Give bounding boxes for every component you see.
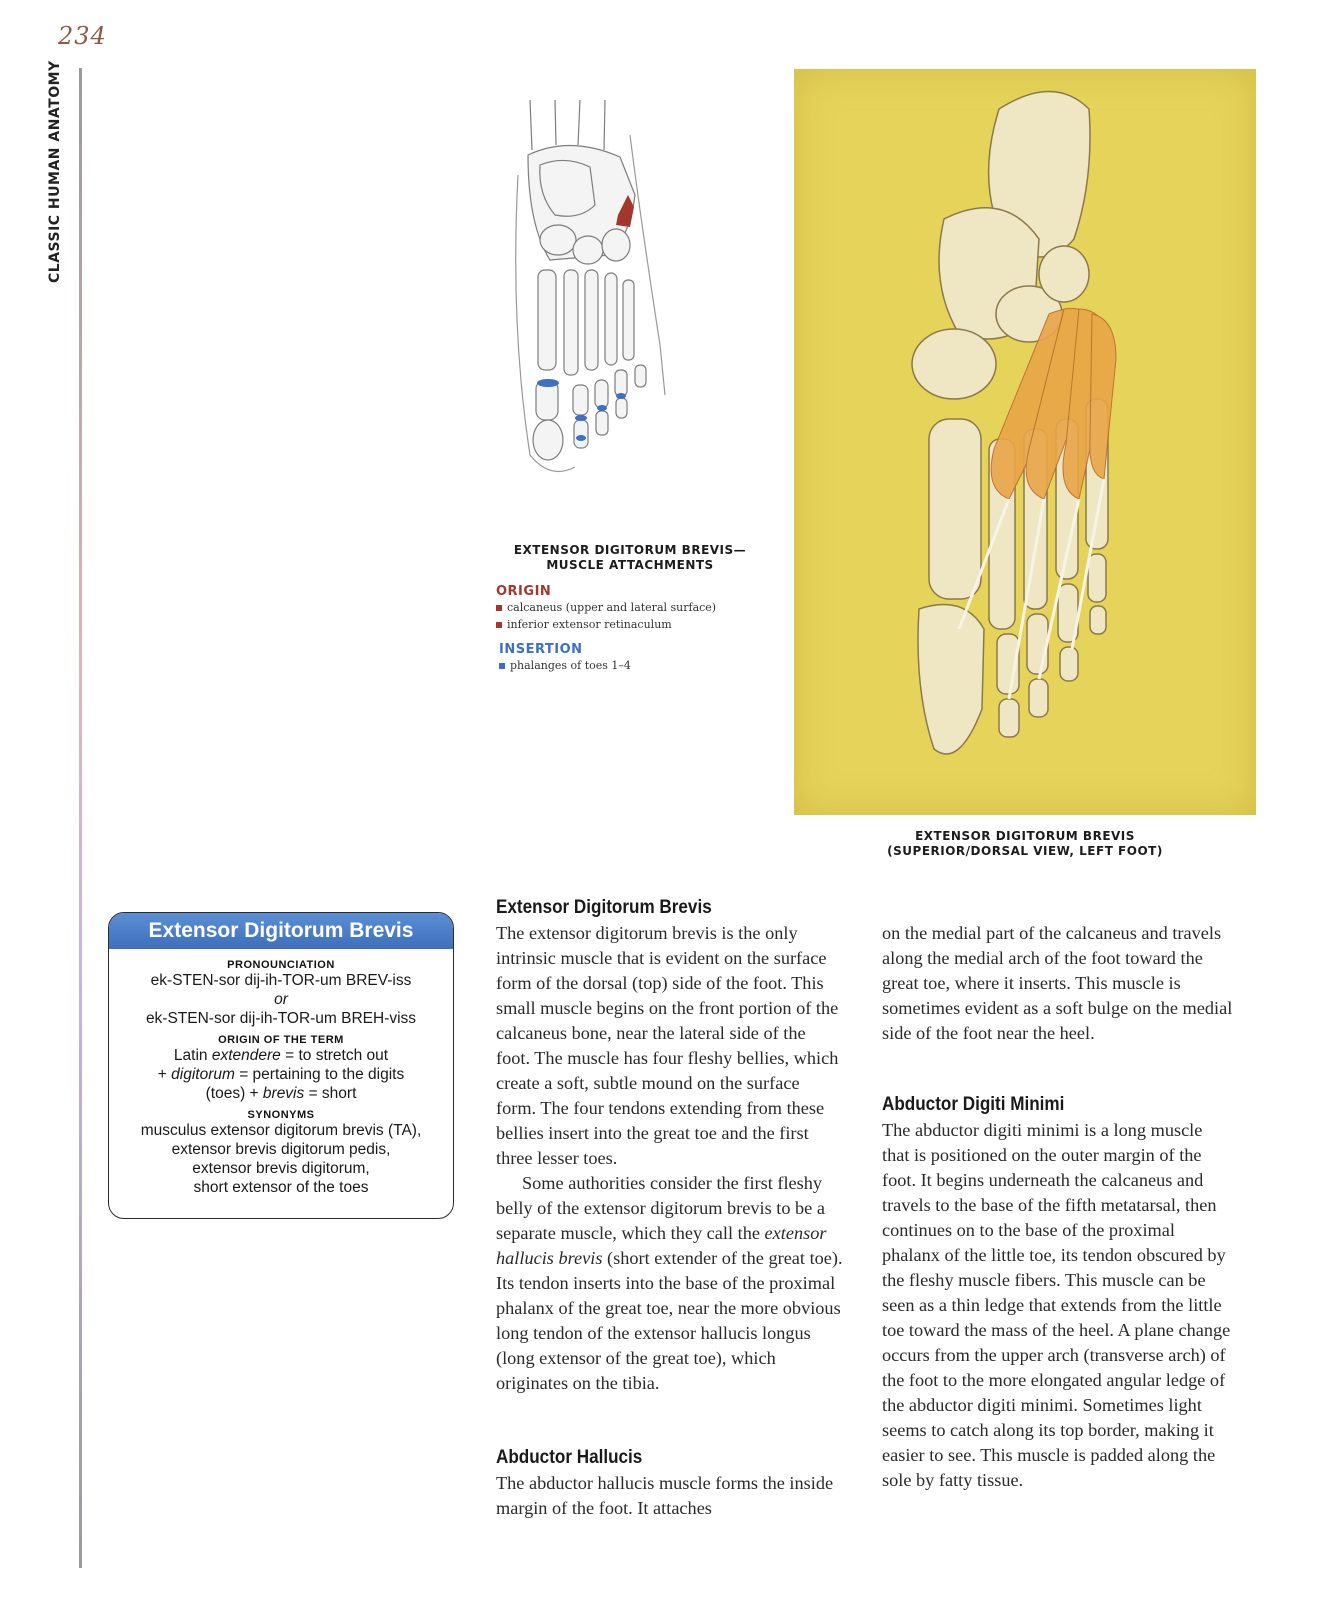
synonym-line: extensor brevis digitorum pedis, [171, 1141, 391, 1158]
origin-term: brevis [262, 1085, 305, 1102]
synonym-line: extensor brevis digitorum, [192, 1160, 370, 1177]
origin-text: (toes) + [205, 1085, 263, 1102]
origin-text: = pertaining to the digits [234, 1066, 405, 1083]
section-heading-edb: Extensor Digitorum Brevis [496, 897, 712, 918]
edb-paragraph-2-text: (short extender of the great toe). Its tendon inserts into the base of the proximal phalanx of the great toe, near the more obvious long tendon of the extensor hallucis longus (long extensor of the great toe), which originates on the tibia. [496, 1248, 843, 1393]
origin-swatch [496, 622, 502, 628]
foot-illustration-plate [794, 69, 1256, 815]
origin-of-term-line [109, 1065, 453, 1084]
edb-paragraph-1: The extensor digitorum brevis is the only intrinsic muscle that is evident on the surface form of the dorsal (top) side of the foot. This small muscle begins on the front portion of the calcaneus bone, near the lateral side of the foot. The muscle has four fleshy bellies, which create a soft, subtle mound on the surface form. The four tendons extending from these bellies insert into the great toe and the first three lesser toes. [496, 923, 839, 1168]
running-head: CLASSIC HUMAN ANATOMY [47, 60, 63, 283]
side-rule [79, 68, 82, 1568]
origin-text: + [157, 1066, 172, 1083]
foot-skeleton-muscle-illustration [794, 69, 1256, 815]
muscle-belly [1090, 314, 1116, 479]
attachments-caption [480, 543, 780, 573]
page-number: 234 [58, 22, 107, 50]
plate-caption-line2: (SUPERIOR/DORSAL VIEW, LEFT FOOT) [887, 844, 1163, 858]
insertion-marker [616, 393, 626, 399]
origin-term: digitorum [171, 1066, 235, 1083]
pronunciation-line: ek-STEN-sor dij-ih-TOR-um BREV-iss [150, 972, 412, 989]
edb-paragraph-2-term: extensor hallucis brevis [496, 1223, 827, 1268]
pronunciation-label: PRONOUNCIATION [227, 959, 335, 971]
insertion-marker [575, 415, 587, 421]
origin-text: = short [304, 1085, 357, 1102]
pronunciation-line: ek-STEN-sor dij-ih-TOR-um BREH-viss [145, 1010, 417, 1027]
origin-text: Latin [173, 1047, 212, 1064]
plate-caption [840, 829, 1210, 859]
origin-swatch [496, 605, 502, 611]
origin-item-text: calcaneus (upper and lateral surface) [507, 601, 717, 614]
origin-heading: ORIGIN [496, 584, 552, 599]
attachments-caption-line2: MUSCLE ATTACHMENTS [546, 558, 714, 572]
origin-text: = to stretch out [280, 1047, 389, 1064]
section-heading-adm: Abductor Digiti Minimi [882, 1094, 1065, 1115]
edb-paragraph-2-text: Some authorities consider the first fleshy belly of the extensor digitorum brevis to be a separate muscle, which they call the [496, 1173, 825, 1243]
attachments-caption-line1: EXTENSOR DIGITORUM BREVIS— [513, 543, 747, 557]
insertion-marker [537, 379, 559, 387]
insertion-item [499, 657, 631, 674]
synonyms-label: SYNONYMS [247, 1109, 315, 1121]
text-column-left [496, 895, 844, 1521]
origin-item [496, 599, 716, 616]
origin-legend [496, 584, 716, 633]
origin-of-term-line [109, 1046, 453, 1065]
foot-skeleton-attachments-illustration [510, 95, 695, 485]
ah-paragraph-1: The abductor hallucis muscle forms the inside margin of the foot. It attaches [496, 1473, 834, 1518]
origin-of-term-label: ORIGIN OF THE TERM [218, 1034, 344, 1046]
section-heading-ah: Abductor Hallucis [496, 1447, 643, 1468]
synonym-line: musculus extensor digitorum brevis (TA), [140, 1122, 422, 1139]
insertion-swatch [499, 663, 505, 669]
origin-of-term-line [109, 1084, 453, 1103]
origin-item-text: inferior extensor retinaculum [507, 618, 672, 631]
ah-paragraph-continued: on the medial part of the calcaneus and travels along the medial arch of the foot toward the great toe, where it inserts. This muscle is sometimes evident as a soft bulge on the medial side of the foot near the heel. [882, 923, 1233, 1043]
edb-paragraph-2 [496, 1171, 844, 1396]
pronunciation-or: or [274, 991, 288, 1008]
info-box-title: Extensor Digitorum Brevis [109, 913, 453, 949]
insertion-heading: INSERTION [499, 642, 583, 657]
origin-item [496, 616, 716, 633]
text-column-right [882, 921, 1234, 1493]
adm-paragraph-1: The abductor digiti minimi is a long muscle that is positioned on the outer margin of the foot. It begins underneath the calcaneus and travels to the base of the fifth metatarsal, then continues on to the base of the proximal phalanx of the little toe, its tendon obscured by the fleshy muscle fibers. This muscle can be seen as a thin ledge that extends from the little toe toward the mass of the heel. A plane change occurs from the upper arch (transverse arch) of the foot to the more elongated angular ledge of the abductor digiti minimi. Sometimes light seems to catch along its top border, making it easier to see. This muscle is padded along the sole by fatty tissue. [882, 1120, 1231, 1490]
muscle-info-box [108, 912, 454, 1219]
insertion-marker [576, 435, 586, 441]
synonym-line: short extensor of the toes [193, 1179, 369, 1196]
plate-caption-line1: EXTENSOR DIGITORUM BREVIS [915, 829, 1135, 843]
insertion-item-text: phalanges of toes 1–4 [510, 659, 631, 672]
insertion-marker [597, 405, 607, 411]
origin-term: extendere [211, 1047, 281, 1064]
insertion-legend [499, 642, 631, 674]
